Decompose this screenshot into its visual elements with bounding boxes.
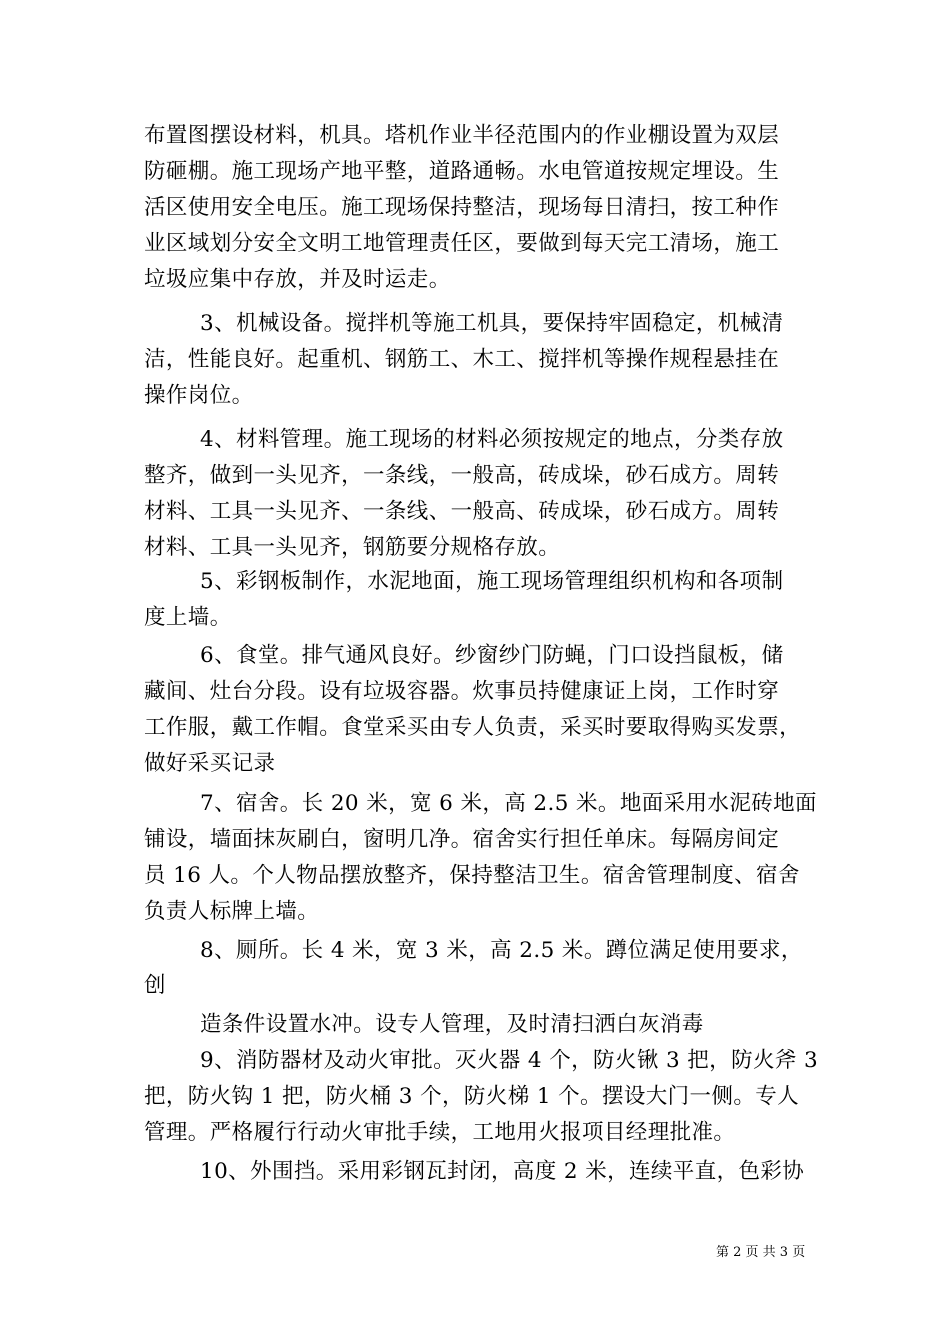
text-line: 整齐，做到一头见齐，一条线，一般高，砖成垛，砂石成方。周转 <box>144 463 780 488</box>
text-line: 10、外围挡。采用彩钢瓦封闭，高度 2 米，连续平直，色彩协 <box>200 1159 805 1184</box>
text-line: 操作岗位。 <box>144 383 254 408</box>
text-line: 材料、工具一头见齐，钢筋要分规格存放。 <box>144 535 561 560</box>
text-line: 8、厕所。长 4 米，宽 3 米，高 2.5 米。蹲位满足使用要求， <box>200 938 803 963</box>
text-line: 3、机械设备。搅拌机等施工机具，要保持牢固稳定，机械清 <box>200 311 784 336</box>
text-line: 业区域划分安全文明工地管理责任区，要做到每天完工清场，施工 <box>144 231 780 256</box>
text-line: 员 16 人。个人物品摆放整齐，保持整洁卫生。宿舍管理制度、宿舍 <box>144 863 800 888</box>
text-line: 材料、工具一头见齐、一条线、一般高、砖成垛，砂石成方。周转 <box>144 499 780 524</box>
text-line: 度上墙。 <box>144 605 232 630</box>
text-line: 9、消防器材及动火审批。灭火器 4 个，防火锹 3 把，防火斧 3 <box>200 1048 819 1073</box>
text-line: 5、彩钢板制作，水泥地面，施工现场管理组织机构和各项制 <box>200 569 784 594</box>
text-line: 防砸棚。施工现场产地平整，道路通畅。水电管道按规定埋设。生 <box>144 159 780 184</box>
text-line: 洁，性能良好。起重机、钢筋工、木工、搅拌机等操作规程悬挂在 <box>144 347 780 372</box>
text-line: 活区使用安全电压。施工现场保持整洁，现场每日清扫，按工种作 <box>144 195 780 220</box>
text-line: 创 <box>144 973 166 998</box>
text-line: 管理。严格履行行动火审批手续，工地用火报项目经理批准。 <box>144 1120 736 1145</box>
text-line: 负责人标牌上墙。 <box>144 899 320 924</box>
text-line: 把，防火钩 1 把，防火桶 3 个，防火梯 1 个。摆设大门一侧。专人 <box>144 1084 800 1109</box>
text-line: 铺设，墙面抹灰刷白，窗明几净。宿舍实行担任单床。每隔房间定 <box>144 827 780 852</box>
text-line: 布置图摆设材料，机具。塔机作业半径范围内的作业棚设置为双层 <box>144 123 780 148</box>
text-line: 7、宿舍。长 20 米，宽 6 米，高 2.5 米。地面采用水泥砖地面 <box>200 791 817 816</box>
text-line: 做好采买记录 <box>144 751 276 776</box>
page-number: 第 2 页 共 3 页 <box>716 1245 806 1260</box>
text-line: 造条件设置水冲。设专人管理，及时清扫洒白灰消毒 <box>200 1012 704 1037</box>
text-line: 垃圾应集中存放，并及时运走。 <box>144 267 451 292</box>
text-line: 工作服，戴工作帽。食堂采买由专人负责，采买时要取得购买发票， <box>144 715 802 740</box>
text-line: 藏间、灶台分段。设有垃圾容器。炊事员持健康证上岗，工作时穿 <box>144 679 780 704</box>
text-line: 4、材料管理。施工现场的材料必须按规定的地点，分类存放 <box>200 427 784 452</box>
text-line: 6、食堂。排气通风良好。纱窗纱门防蝇，门口设挡鼠板，储 <box>200 643 784 668</box>
